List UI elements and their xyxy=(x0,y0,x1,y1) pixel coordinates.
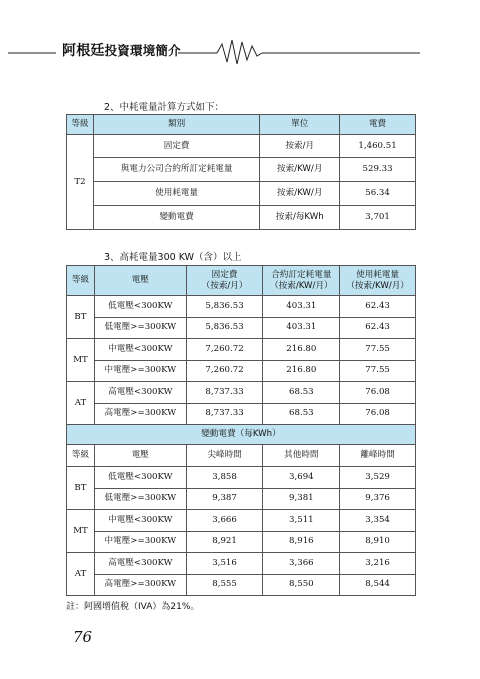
value-cell: 3,694 xyxy=(263,467,340,489)
group-cell: MT xyxy=(67,339,95,382)
group-cell: BT xyxy=(67,467,95,510)
col-header-level: 等級 xyxy=(67,266,95,296)
voltage-cell: 高電壓>=300KW xyxy=(94,403,186,425)
header-title-sub: 投資環境簡介 xyxy=(104,43,181,58)
medium-consumption-table xyxy=(66,114,416,230)
voltage-cell: 中電壓>=300KW xyxy=(94,360,186,382)
value-cell: 76.08 xyxy=(340,403,416,425)
group-cell: MT xyxy=(67,510,95,553)
table-row xyxy=(67,574,416,596)
group-cell: BT xyxy=(67,296,95,339)
table-row xyxy=(67,488,416,510)
value-cell: 7,260.72 xyxy=(186,339,263,361)
table-row xyxy=(67,339,416,361)
value-cell: 9,381 xyxy=(263,488,340,510)
value-cell: 3,666 xyxy=(186,510,263,532)
category-cell: 固定費 xyxy=(93,135,259,158)
table-row xyxy=(67,467,416,489)
col-header-offpeak: 離峰時間 xyxy=(340,445,416,467)
col-header-contract: 合約訂定耗電量 （按索/KW/月） xyxy=(263,266,340,296)
value-cell: 8,737.33 xyxy=(186,382,263,404)
table-row xyxy=(67,553,416,575)
value-cell: 3,529 xyxy=(340,467,416,489)
value-cell: 9,376 xyxy=(340,488,416,510)
col-header-voltage: 電壓 xyxy=(94,266,186,296)
category-cell: 與電力公司合約所訂定耗電量 xyxy=(93,158,259,182)
value-cell: 8,737.33 xyxy=(186,403,263,425)
voltage-cell: 高電壓>=300KW xyxy=(94,574,186,596)
table-row xyxy=(67,317,416,339)
col-header-fixed-fee: 固定費 （按索/月） xyxy=(186,266,263,296)
voltage-cell: 中電壓>=300KW xyxy=(94,531,186,553)
value-cell: 8,555 xyxy=(186,574,263,596)
unit-cell: 按索/KW/月 xyxy=(260,182,340,206)
value-cell: 77.55 xyxy=(340,339,416,361)
voltage-cell: 高電壓<300KW xyxy=(94,553,186,575)
value-cell: 216.80 xyxy=(263,360,340,382)
category-cell: 變動電費 xyxy=(93,206,259,230)
table-row xyxy=(67,360,416,382)
header-title-main: 阿根廷 xyxy=(62,43,105,59)
voltage-cell: 中電壓<300KW xyxy=(94,510,186,532)
col-header-usage: 使用耗電量 （按索/KW/月） xyxy=(340,266,416,296)
fee-cell: 529.33 xyxy=(340,158,416,182)
table-row xyxy=(67,296,416,318)
value-cell: 3,511 xyxy=(263,510,340,532)
col-header-unit: 單位 xyxy=(260,115,340,135)
voltage-cell: 低電壓>=300KW xyxy=(94,488,186,510)
value-cell: 68.53 xyxy=(263,403,340,425)
unit-cell: 按索/每KWh xyxy=(260,206,340,230)
value-cell: 5,836.53 xyxy=(186,317,263,339)
value-cell: 77.55 xyxy=(340,360,416,382)
voltage-cell: 低電壓<300KW xyxy=(94,467,186,489)
footnote: 註：阿國增值稅（IVA）為21%。 xyxy=(66,602,200,612)
group-cell: T2 xyxy=(67,135,94,230)
voltage-cell: 低電壓>=300KW xyxy=(94,317,186,339)
col-header-level: 等級 xyxy=(67,115,94,135)
col-header-other: 其他時間 xyxy=(263,445,340,467)
value-cell: 8,910 xyxy=(340,531,416,553)
col-header-voltage: 電壓 xyxy=(94,445,186,467)
category-cell: 使用耗電量 xyxy=(93,182,259,206)
table-row xyxy=(67,403,416,425)
variable-fee-body xyxy=(67,467,416,596)
voltage-cell: 中電壓<300KW xyxy=(94,339,186,361)
value-cell: 62.43 xyxy=(340,317,416,339)
value-cell: 3,216 xyxy=(340,553,416,575)
value-cell: 68.53 xyxy=(263,382,340,404)
table-row xyxy=(67,531,416,553)
value-cell: 76.08 xyxy=(340,382,416,404)
table-row xyxy=(67,510,416,532)
voltage-cell: 低電壓<300KW xyxy=(94,296,186,318)
fee-cell: 3,701 xyxy=(340,206,416,230)
value-cell: 3,354 xyxy=(340,510,416,532)
value-cell: 8,544 xyxy=(340,574,416,596)
value-cell: 8,916 xyxy=(263,531,340,553)
section3-caption: 3、高耗電量300 KW（含）以上 xyxy=(104,252,242,263)
value-cell: 3,858 xyxy=(186,467,263,489)
unit-cell: 按索/KW/月 xyxy=(260,158,340,182)
fee-cell: 56.34 xyxy=(340,182,416,206)
value-cell: 8,921 xyxy=(186,531,263,553)
col-header-category: 類別 xyxy=(93,115,259,135)
value-cell: 403.31 xyxy=(263,296,340,318)
col-header-level: 等級 xyxy=(67,445,95,467)
variable-fee-title: 變動電費（每KWh） xyxy=(67,425,416,445)
fee-cell: 1,460.51 xyxy=(340,135,416,158)
value-cell: 9,387 xyxy=(186,488,263,510)
group-cell: AT xyxy=(67,553,95,596)
value-cell: 7,260.72 xyxy=(186,360,263,382)
value-cell: 403.31 xyxy=(263,317,340,339)
voltage-cell: 高電壓<300KW xyxy=(94,382,186,404)
value-cell: 216.80 xyxy=(263,339,340,361)
header-title xyxy=(62,40,181,60)
value-cell: 62.43 xyxy=(340,296,416,318)
col-header-fee: 電費 xyxy=(340,115,416,135)
table-row xyxy=(67,382,416,404)
value-cell: 3,516 xyxy=(186,553,263,575)
section2-caption: 2、中耗電量計算方式如下： xyxy=(104,102,225,113)
col-header-peak: 尖峰時間 xyxy=(186,445,263,467)
unit-cell: 按索/月 xyxy=(260,135,340,158)
value-cell: 3,366 xyxy=(263,553,340,575)
high-consumption-table xyxy=(66,265,416,596)
fixed-fee-body xyxy=(67,296,416,425)
value-cell: 8,550 xyxy=(263,574,340,596)
value-cell: 5,836.53 xyxy=(186,296,263,318)
group-cell: AT xyxy=(67,382,95,425)
page-number: 76 xyxy=(73,628,93,646)
